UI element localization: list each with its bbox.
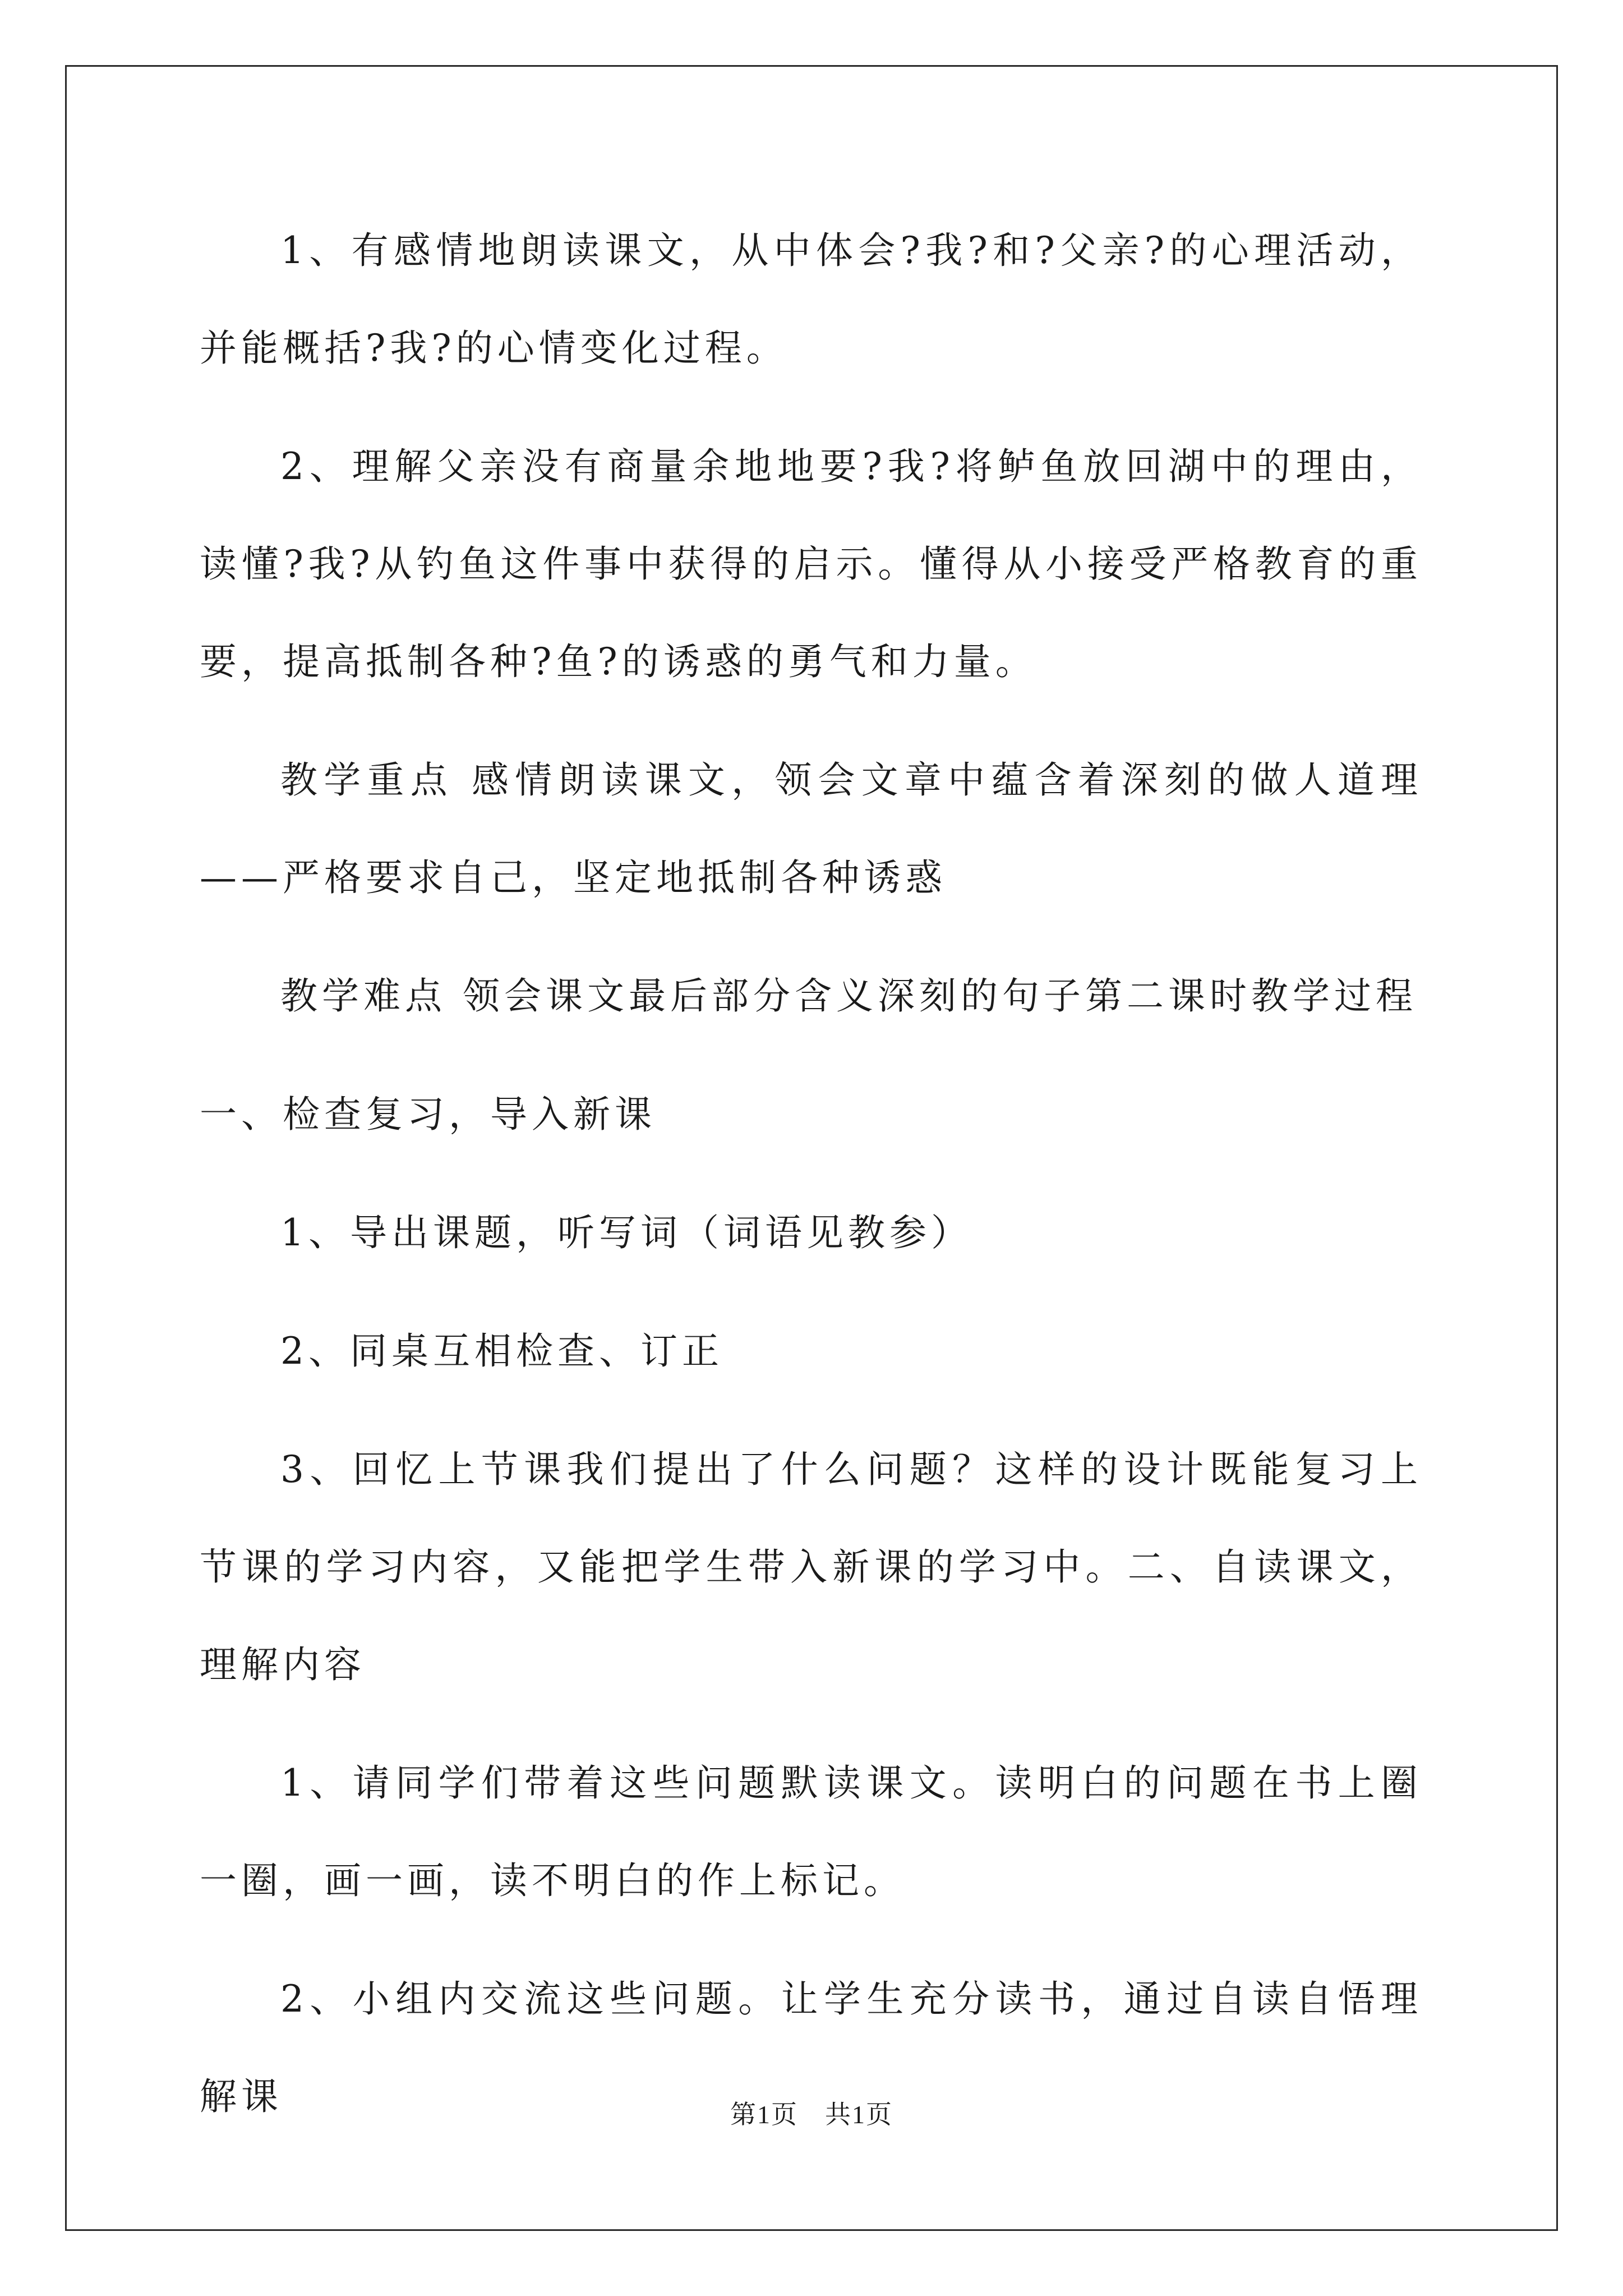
page-number-footer: 第1页 共1页 (730, 2100, 893, 2129)
paragraph-teaching-focus: 教学重点 感情朗读课文，领会文章中蕴含着深刻的做人道理——严格要求自己，坚定地抵制各种诱惑 (200, 758, 1422, 899)
paragraph-step-2: 2、同桌互相检查、订正 (280, 1329, 723, 1373)
paragraph-reading-2: 2、小组内交流这些问题。让学生充分读书，通过自读自悟理解课 (200, 1977, 1422, 2118)
section-heading-review: 一、检查复习，导入新课 (200, 1093, 656, 1136)
paragraph-step-3: 3、回忆上节课我们提出了什么问题？这样的设计既能复习上节课的学习内容，又能把学生带入新课的学习中。二、自读课文，理解内容 (200, 1448, 1422, 1686)
paragraph-objective-1: 1、有感情地朗读课文，从中体会?我?和?父亲?的心理活动，并能概括?我?的心情变化过程。 (200, 229, 1422, 370)
paragraph-step-1: 1、导出课题，听写词（词语见教参） (280, 1211, 972, 1254)
paragraph-objective-2: 2、理解父亲没有商量余地地要?我?将鲈鱼放回湖中的理由，读懂?我?从钓鱼这件事中获得的启示。懂得从小接受严格教育的重要，提高抵制各种?鱼?的诱惑的勇气和力量。 (200, 445, 1422, 683)
document-body (200, 202, 1422, 2166)
paragraph-reading-1: 1、请同学们带着这些问题默读课文。读明白的问题在书上圈一圈，画一画，读不明白的作上标记。 (200, 1761, 1422, 1902)
paragraph-teaching-difficulty: 教学难点 领会课文最后部分含义深刻的句子第二课时教学过程 (280, 974, 1417, 1018)
